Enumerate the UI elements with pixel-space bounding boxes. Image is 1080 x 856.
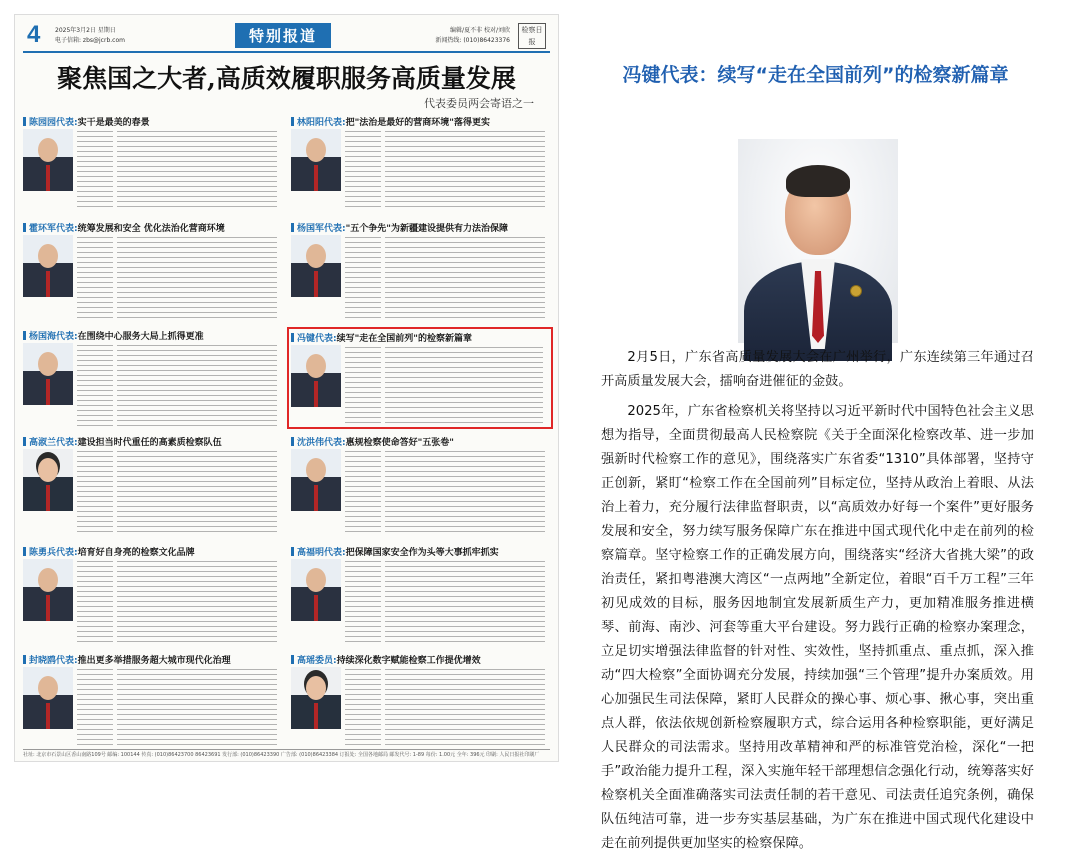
masthead (23, 21, 550, 53)
article-block (291, 545, 549, 647)
page-subhead: 代表委员两会寄语之一 (424, 97, 534, 110)
article-title: 杨国海代表:在围绕中心服务大局上抓得更准 (23, 329, 281, 342)
article-title: 高福明代表:把保障国家安全作为头等大事抓牢抓实 (291, 545, 549, 558)
article-block (23, 435, 281, 539)
article-block (23, 115, 281, 215)
delegate-photo (23, 559, 73, 621)
delegate-photo (23, 235, 73, 297)
newspaper-logo: 检察日报 (518, 23, 546, 49)
article-title: 杨国军代表:"五个争先"为新疆建设提供有力法治保障 (291, 221, 549, 234)
section-label: 特别报道 (235, 23, 331, 48)
page-number: 4 (27, 21, 41, 48)
delegate-portrait (738, 139, 898, 343)
article-title: 高瑶委员:持续深化数字赋能检察工作提优增效 (291, 653, 549, 666)
delegate-photo (23, 667, 73, 729)
delegate-photo (23, 129, 73, 191)
article-block (23, 653, 281, 749)
article-block (291, 435, 549, 539)
delegate-photo (291, 129, 341, 191)
article-block (23, 329, 281, 431)
article-block (291, 653, 549, 749)
article-title: 沈洪伟代表:惠规检察使命答好"五张卷" (291, 435, 549, 448)
featured-title: 冯键代表：续写“走在全国前列”的检察新篇章 (622, 64, 1009, 86)
delegate-photo (291, 449, 341, 511)
article-title: 封晓鸥代表:推出更多举措服务超大城市现代化治理 (23, 653, 281, 666)
delegate-photo (291, 235, 341, 297)
featured-article-panel (563, 14, 1068, 851)
procuratorate-badge-icon (850, 285, 862, 297)
article-title: 陈勇兵代表:培育好自身亮的检察文化品牌 (23, 545, 281, 558)
highlight-box (287, 327, 553, 429)
article-title: 陈园园代表:实干是最美的春景 (23, 115, 281, 128)
article-block (291, 115, 549, 215)
issue-date: 2025年3月2日 星期日 (55, 27, 116, 34)
article-title: 冯键代表:续写"走在全国前列"的检察新篇章 (291, 331, 549, 344)
featured-body (601, 346, 1034, 856)
email-line: 电子信箱: zbs@jcrb.com (55, 37, 125, 44)
newspaper-footer: 社址: 北京市石景山区香山南路109号 邮编: 100144 传真: (010)86423700 86423691 发行部: (010)86423390 广告部: (010)86423384 订报处: 全国各地邮局 邮发代号: 1-89 每份: 1.00元 全年: 396元 印刷: 人民日报社印刷厂 (23, 749, 550, 757)
newspaper-page (14, 14, 559, 762)
article-title: 霍环军代表:统筹发展和安全 优化法治化营商环境 (23, 221, 281, 234)
hotline-line: 新闻热线: (010)86423376 (435, 37, 510, 44)
paragraph: 2025年，广东省检察机关将坚持以习近平新时代中国特色社会主义思想为指导，全面贯彻最高人民检察院《关于全面深化检察改革、进一步加强新时代检察工作的意见》，围绕落实广东省委“1310”具体部署，坚持守正创新，紧盯“检察工作在全国前列”目标定位，坚持从政治上着眼、从法治上着力，充分履行法律监督职责，以“高质效办好每一个案件”更好服务发展和安全，努力续写服务保障广东在推进中国式现代化中走在前列的检察篇章。坚守检察工作的正确发展方向，围绕落实“经济大省挑大梁”的政治责任，紧扣粤港澳大湾区“一点两地”全新定位，着眼“百千万工程”三年初见成效的目标，服务因地制宜发展新质生产力，更加精准服务推进横琴、前海、南沙、河套等重大平台建设。努力践行正确的检察办案理念，立足切实增强法律监督的针对性、实效性，坚持抓重点、重点抓，深入推动“四大检察”全面协调充分发展，持续加强“三个管理”提升办案质效。用心加强民生司法保障，紧盯人民群众的操心事、烦心事、揪心事，突出重点人群，依法依规创新检察履职方式，综合运用各种检察职能，更好满足人民群众的司法需求。坚持用改革精神和严的标准管党治检，深化“一把手”政治能力提升工程，深入实施年轻干部理想信念强化行动，统筹落实好检察机关全面准确落实司法责任制的若干意见、司法责任追究条例，确保队伍纯洁可靠，进一步夯实基层基础，为广东在推进中国式现代化建设中走在前列提供更加坚实的检察保障。 (601, 404, 1034, 851)
article-block (23, 545, 281, 647)
delegate-photo (23, 343, 73, 405)
delegate-photo (291, 559, 341, 621)
paragraph: 2月5日，广东省高质量发展大会在广州举行，广东连续第三年通过召开高质量发展大会，擂响奋进催征的金鼓。 (601, 350, 1034, 389)
editor-line: 编辑/夏不非 校对/刘欣 (450, 27, 510, 34)
delegate-photo (23, 449, 73, 511)
delegate-photo (291, 667, 341, 729)
article-block (23, 221, 281, 325)
article-block (291, 221, 549, 325)
article-title: 高淑兰代表:建设担当时代重任的高素质检察队伍 (23, 435, 281, 448)
article-title: 林阳阳代表:把"法治是最好的营商环境"落得更实 (291, 115, 549, 128)
page-headline: 聚焦国之大者,高质效履职服务高质量发展 (57, 64, 516, 93)
